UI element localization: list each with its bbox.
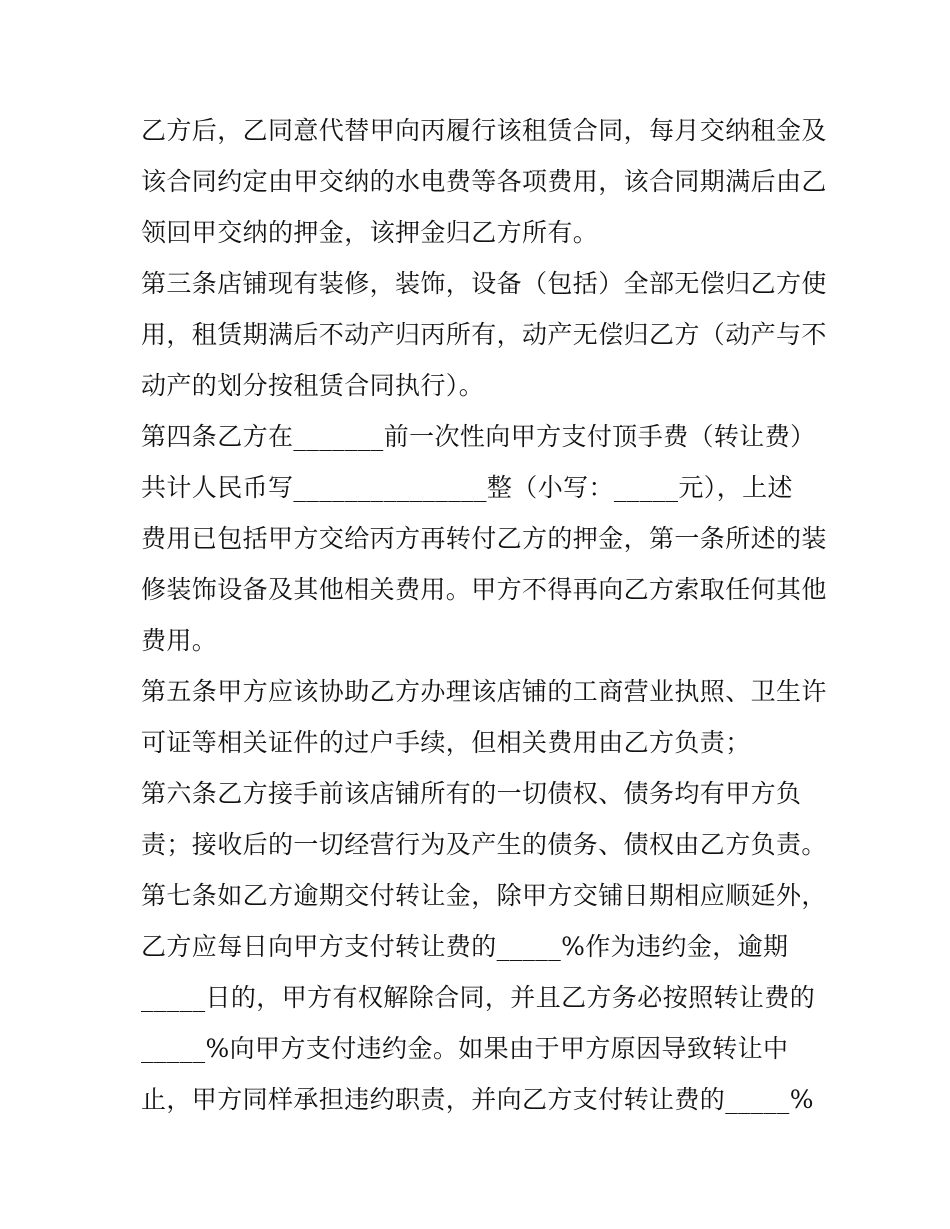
- text-line: 乙方应每日向甲方支付转让费的_____%作为违约金，逾期: [141, 932, 789, 961]
- text-line: _____日的，甲方有权解除合同，并且乙方务必按照转让费的: [141, 983, 816, 1012]
- text-line: 用，租赁期满后不动产归丙所有，动产无偿归乙方（动产与不: [141, 320, 827, 349]
- text-line: 共计人民币写_______________整（小写：_____元），上述: [141, 473, 793, 502]
- text-line: 该合同约定由甲交纳的水电费等各项费用，该合同期满后由乙: [141, 167, 827, 196]
- text-line: 第五条甲方应该协助乙方办理该店铺的工商营业执照、卫生许: [141, 677, 827, 706]
- text-line: 责；接收后的一切经营行为及产生的债务、债权由乙方负责。: [141, 830, 827, 859]
- text-line: 修装饰设备及其他相关费用。甲方不得再向乙方索取任何其他: [141, 575, 827, 604]
- text-line: 可证等相关证件的过户手续，但相关费用由乙方负责；: [141, 728, 751, 757]
- contract-text: [141, 105, 827, 1125]
- text-line: 第四条乙方在_______前一次性向甲方支付顶手费（转让费）: [141, 422, 816, 451]
- text-line: 动产的划分按租赁合同执行）。: [141, 371, 485, 400]
- text-line: 第三条店铺现有装修，装饰，设备（包括）全部无偿归乙方使: [141, 269, 827, 298]
- text-line: 乙方后，乙同意代替甲向丙履行该租赁合同，每月交纳租金及: [141, 116, 827, 145]
- text-line: 领回甲交纳的押金，该押金归乙方所有。: [141, 218, 599, 247]
- text-line: _____%向甲方支付违约金。如果由于甲方原因导致转让中: [141, 1034, 789, 1063]
- text-line: 费用已包括甲方交给丙方再转付乙方的押金，第一条所述的装: [141, 524, 827, 553]
- text-line: 止，甲方同样承担违约职责，并向乙方支付转让费的_____%: [141, 1085, 814, 1114]
- text-line: 费用。: [141, 626, 218, 655]
- text-line: 第六条乙方接手前该店铺所有的一切债权、债务均有甲方负: [141, 779, 802, 808]
- text-line: 第七条如乙方逾期交付转让金，除甲方交铺日期相应顺延外，: [141, 881, 827, 910]
